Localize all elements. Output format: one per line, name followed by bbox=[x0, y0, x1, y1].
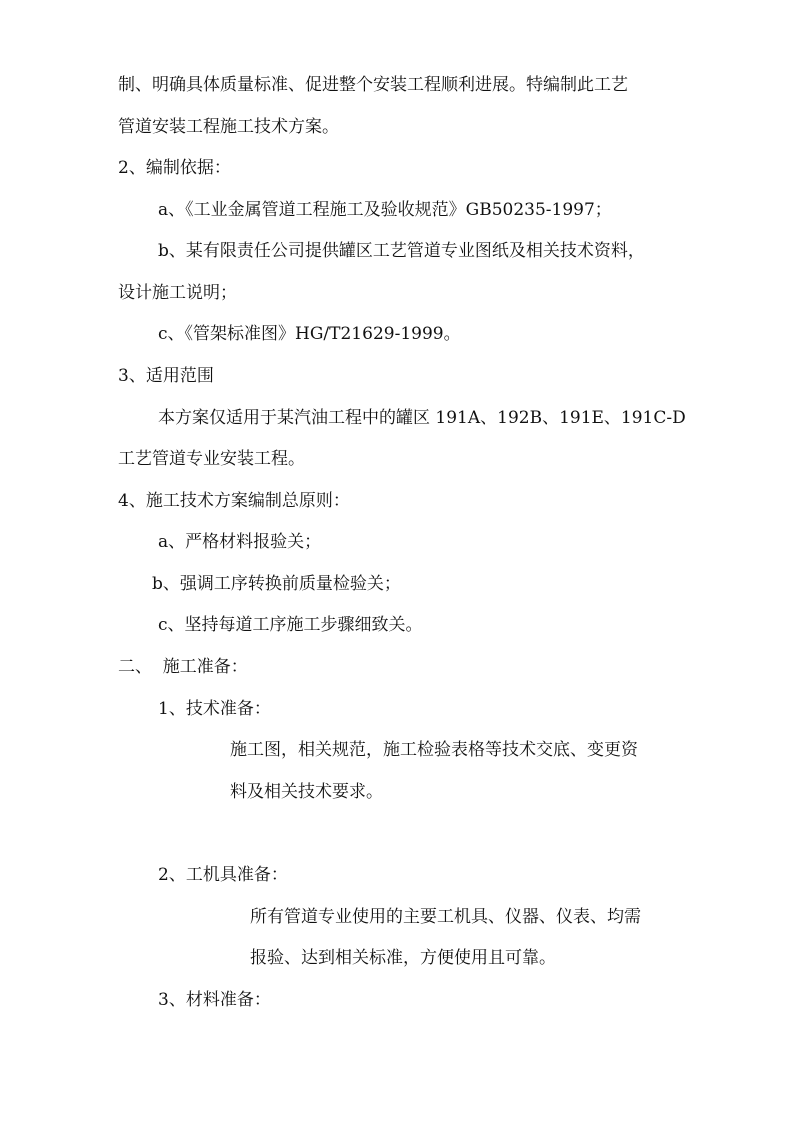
scope-text-line-1: 本方案仅适用于某汽油工程中的罐区 191A、192B、191E、191C-D bbox=[158, 408, 686, 428]
section-heading-principles: 4、施工技术方案编制总原则： bbox=[118, 491, 350, 511]
tools-prep-text-line-2: 报验、达到相关标准，方便使用且可靠。 bbox=[250, 948, 556, 968]
intro-line-2: 管道安装工程施工技术方案。 bbox=[118, 117, 339, 137]
tech-prep-heading: 1、技术准备： bbox=[158, 699, 271, 719]
principles-item-a: a、严格材料报验关； bbox=[158, 532, 322, 552]
tools-prep-text-line-1: 所有管道专业使用的主要工机具、仪器、仪表、均需 bbox=[250, 907, 641, 927]
basis-item-b-line-2: 设计施工说明； bbox=[118, 283, 237, 303]
tech-prep-text-line-2: 料及相关技术要求。 bbox=[230, 782, 383, 802]
basis-item-c: c、《管架标准图》HG/T21629-1999。 bbox=[158, 324, 461, 344]
principles-item-c: c、坚持每道工序施工步骤细致关。 bbox=[158, 615, 423, 635]
principles-item-b: b、强调工序转换前质量检验关； bbox=[152, 574, 401, 594]
basis-item-b-line-1: b、某有限责任公司提供罐区工艺管道专业图纸及相关技术资料， bbox=[158, 241, 645, 261]
tech-prep-text-line-1: 施工图，相关规范，施工检验表格等技术交底、变更资 bbox=[230, 740, 638, 760]
intro-line-1: 制、明确具体质量标准、促进整个安装工程顺利进展。特编制此工艺 bbox=[118, 75, 628, 95]
scope-text-line-2: 工艺管道专业安装工程。 bbox=[118, 449, 305, 469]
tools-prep-heading: 2、工机具准备： bbox=[158, 865, 288, 885]
section-heading-basis: 2、编制依据： bbox=[118, 158, 231, 178]
basis-item-a: a、《工业金属管道工程施工及验收规范》GB50235-1997； bbox=[158, 200, 612, 220]
materials-prep-heading: 3、材料准备： bbox=[158, 990, 271, 1010]
section-heading-scope: 3、适用范围 bbox=[118, 366, 214, 386]
chapter-heading-preparation: 二、 施工准备： bbox=[118, 657, 248, 677]
